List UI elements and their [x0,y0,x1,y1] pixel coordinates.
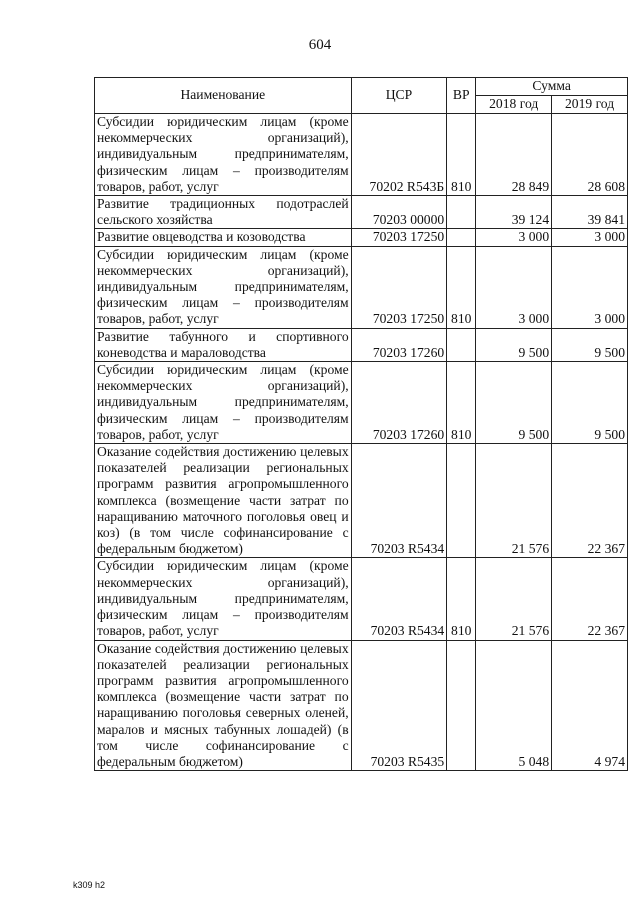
row-name: Субсидии юридическим лицам (кроме некоммерческих организаций), индивидуальным предпринимателям, физическим лицам – производителям товаров, работ, услуг [95,114,352,196]
row-vr: 810 [447,558,476,640]
row-sum-2018: 21 576 [476,444,552,558]
row-vr [447,328,476,361]
row-csr: 70202 R543Б [351,114,447,196]
header-year-2019: 2019 год [552,96,628,114]
row-name: Субсидии юридическим лицам (кроме некоммерческих организаций), индивидуальным предпринимателям, физическим лицам – производителям товаров, работ, услуг [95,558,352,640]
row-csr: 70203 17250 [351,229,447,246]
budget-table [94,77,628,771]
header-year-2018: 2018 год [476,96,552,114]
row-sum-2019: 22 367 [552,444,628,558]
table-row [95,196,628,229]
row-vr [447,229,476,246]
row-sum-2019: 22 367 [552,558,628,640]
row-name: Развитие табунного и спортивного коневодства и мараловодства [95,328,352,361]
row-vr [447,640,476,771]
table-row [95,328,628,361]
row-csr: 70203 17260 [351,328,447,361]
row-name: Развитие традиционных подотраслей сельского хозяйства [95,196,352,229]
row-sum-2019: 4 974 [552,640,628,771]
row-sum-2018: 9 500 [476,362,552,444]
header-sum: Сумма [476,78,628,96]
table-row [95,246,628,328]
row-sum-2018: 5 048 [476,640,552,771]
table-row [95,444,628,558]
row-sum-2019: 39 841 [552,196,628,229]
row-csr: 70203 R5435 [351,640,447,771]
row-csr: 70203 17260 [351,362,447,444]
row-name: Оказание содействия достижению целевых показателей реализации региональных программ развития агропромышленного комплекса (возмещение части затрат по наращиванию маточного поголовья овец и коз) (в том числе софинансирование с федеральным бюджетом) [95,444,352,558]
row-vr: 810 [447,246,476,328]
row-sum-2018: 21 576 [476,558,552,640]
table-row [95,114,628,196]
row-sum-2019: 9 500 [552,362,628,444]
header-name: Наименование [95,78,352,114]
footer-code: k309 h2 [73,880,106,890]
row-name: Субсидии юридическим лицам (кроме некоммерческих организаций), индивидуальным предпринимателям, физическим лицам – производителям товаров, работ, услуг [95,246,352,328]
row-vr: 810 [447,114,476,196]
row-sum-2018: 39 124 [476,196,552,229]
row-sum-2018: 3 000 [476,246,552,328]
row-csr: 70203 R5434 [351,444,447,558]
row-sum-2019: 9 500 [552,328,628,361]
row-sum-2019: 3 000 [552,246,628,328]
row-sum-2018: 28 849 [476,114,552,196]
header-vr: ВР [447,78,476,114]
header-csr: ЦСР [351,78,447,114]
row-csr: 70203 R5434 [351,558,447,640]
table-header [95,78,628,114]
row-vr [447,444,476,558]
table-body [95,114,628,771]
row-sum-2019: 3 000 [552,229,628,246]
row-sum-2018: 9 500 [476,328,552,361]
row-sum-2019: 28 608 [552,114,628,196]
row-vr: 810 [447,362,476,444]
row-name: Субсидии юридическим лицам (кроме некоммерческих организаций), индивидуальным предпринимателям, физическим лицам – производителям товаров, работ, услуг [95,362,352,444]
table-row [95,229,628,246]
row-csr: 70203 00000 [351,196,447,229]
table-row [95,558,628,640]
row-sum-2018: 3 000 [476,229,552,246]
row-csr: 70203 17250 [351,246,447,328]
table-row [95,362,628,444]
page-number: 604 [308,37,332,53]
table-row [95,640,628,771]
row-name: Оказание содействия достижению целевых показателей реализации региональных программ развития агропромышленного комплекса (возмещение части затрат по наращиванию поголовья северных оленей, маралов и мясных табунных лошадей) (в том числе софинансирование с федеральным бюджетом) [95,640,352,771]
row-vr [447,196,476,229]
row-name: Развитие овцеводства и козоводства [95,229,352,246]
